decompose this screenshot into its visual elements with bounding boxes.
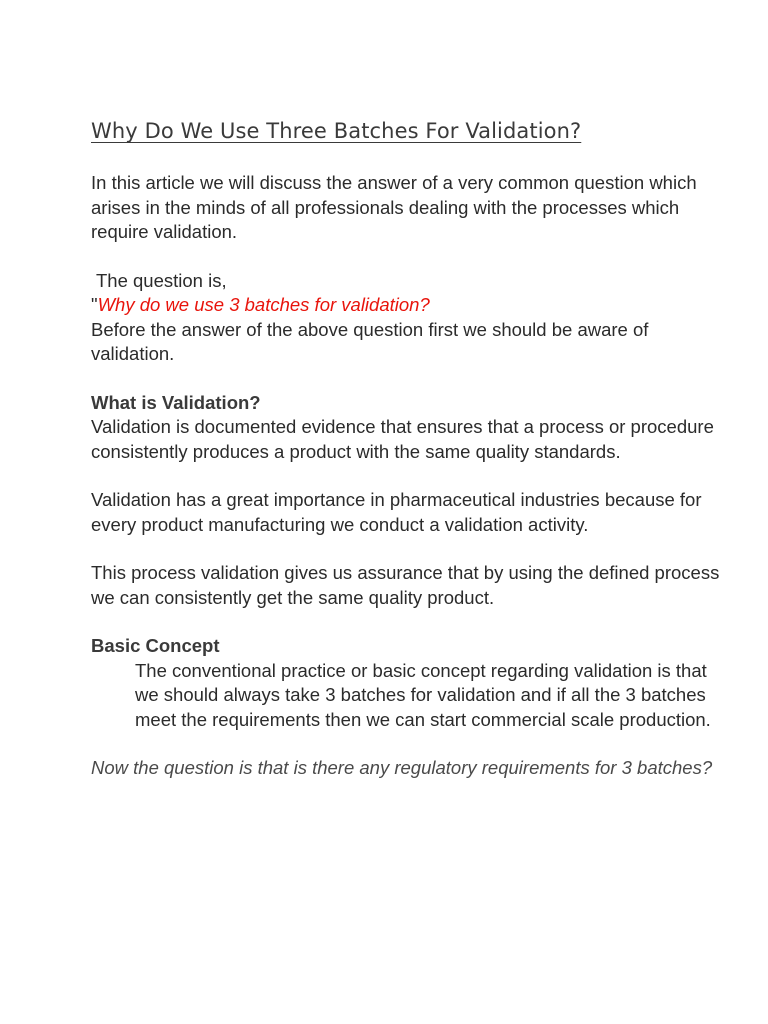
- intro-paragraph: In this article we will discuss the answer of a very common question which arises in the minds of all professionals dealing with the processes which require validation.: [91, 172, 697, 242]
- question-label: The question is,: [96, 269, 227, 291]
- document-page: [91, 116, 731, 781]
- section-heading-basic-concept: Basic Concept: [91, 635, 220, 656]
- question-line: [91, 293, 731, 318]
- question-followup: Before the answer of the above question first we should be aware of validation.: [91, 318, 649, 364]
- validation-paragraph-1: Validation is documented evidence that ensures that a process or procedure consistently produces a product with the same quality standards.: [91, 416, 714, 462]
- validation-paragraph-2: Validation has a great importance in pharmaceutical industries because for every product manufacturing we conduct a validation activity.: [91, 489, 702, 535]
- question-text: Why do we use 3 batches for validation?: [97, 294, 430, 315]
- question-quote-mark: ": [91, 294, 98, 315]
- section-heading-what-is-validation: What is Validation?: [91, 391, 261, 413]
- basic-concept-paragraph: The conventional practice or basic concept regarding validation is that we should always take 3 batches for validation and if all the 3 batches meet the requirements then we can start commercial scale production.: [135, 659, 711, 730]
- closing-question: Now the question is that is there any regulatory requirements for 3 batches?: [91, 757, 713, 778]
- validation-paragraph-3: This process validation gives us assurance that by using the defined process we can consistently get the same quality product.: [91, 562, 720, 608]
- page-title: Why Do We Use Three Batches For Validation?: [91, 119, 582, 143]
